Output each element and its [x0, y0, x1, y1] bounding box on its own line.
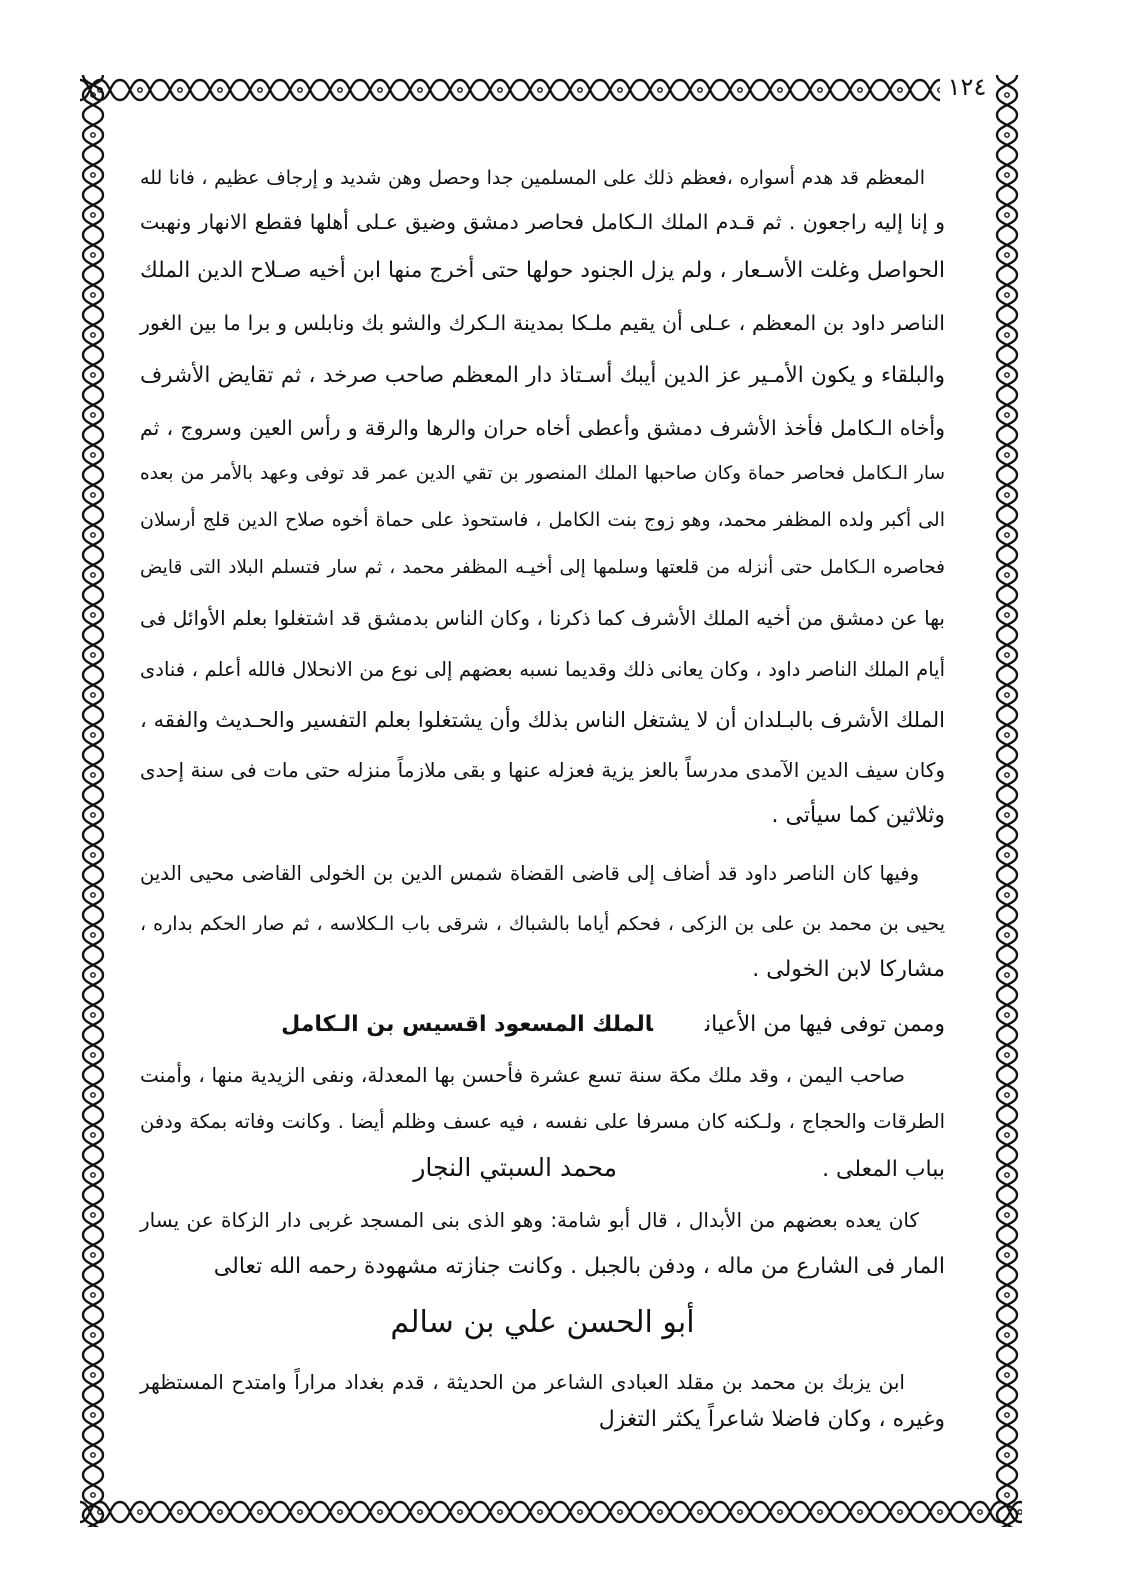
text-line: بها عن دمشق من أخيه الملك الأشرف كما ذكرنا ، وكان الناس بدمشق قد اشتغلوا بعلم الأوائل فى — [140, 606, 945, 630]
page-number: ١٢٤ — [947, 73, 987, 101]
border-right-band — [992, 75, 1022, 1527]
text-line: أيام الملك الناصر داود ، وكان يعانى ذلك وقديما نسبه بعضهم إلى نوع من الانحلال فالله أعلم ، فنادى — [140, 658, 945, 681]
text-line: وغيره ، وكان فاضلا شاعراً يكثر التغزل — [598, 1407, 945, 1432]
text-line: كان يعده بعضهم من الأبدال ، قال أبو شامة: وهو الذى بنى المسجد غربى دار الزكاة عن يسار — [140, 1208, 919, 1232]
entry-name-heading: أبو الحسن علي بن سالم — [390, 1305, 695, 1340]
entry-name-heading: الملك المسعود اقسيس بن الـكامل — [281, 1012, 654, 1037]
text-line: الملك الأشرف بالبـلدان أن لا يشتغل الناس بذلك وأن يشتغلوا بعلم التفسير والحـديث والفقه ، — [140, 708, 945, 732]
text-line: و إنا إليه راجعون . ثم قـدم الملك الـكامل فحاصر دمشق وضيق عـلى أهلها فقطع الانهار ونهبت — [140, 210, 945, 234]
text-line: يحيى بن محمد بن على بن الزكى ، فحكم أياما بالشباك ، شرقى باب الـكلاسه ، ثم صار الحكم بداره ، — [140, 913, 945, 935]
text-line: المعظم قد هدم أسواره ،فعظم ذلك على المسلمين جدا وحصل وهن شديد و إرجاف عظيم ، فانا لله — [140, 167, 925, 189]
text-line: مشاركا لابن الخولى . — [752, 957, 945, 982]
text-line: الناصر داود بن المعظم ، عـلى أن يقيم ملـكا بمدينة الـكرك والشو بك ونابلس و برا ما بين الغور — [140, 311, 945, 335]
text-line: صاحب اليمن ، وقد ملك مكة سنة تسع عشرة فأحسن بها المعدلة، ونفى الزيدية منها ، وأمنت — [140, 1063, 905, 1087]
text-line: المار فى الشارع من ماله ، ودفن بالجبل . وكانت جنازته مشهودة رحمه الله تعالى — [213, 1254, 945, 1279]
entry-name-heading: محمد السبتي النجار — [413, 1153, 618, 1182]
text-line: وثلاثين كما سيأتى . — [771, 803, 945, 828]
obituaries-intro: وممن توفى فيها من الأعيان — [705, 1012, 945, 1037]
text-line: والبلقاء و يكون الأمـير عز الدين أيبك أسـتاذ دار المعظم صاحب صرخد ، ثم تقايض الأشرف — [140, 363, 945, 388]
text-line: ابن يزبك بن محمد بن مقلد العبادى الشاعر من الحديثة ، قدم بغداد مراراً وامتدح المستظهر — [140, 1370, 905, 1394]
border-top-band — [80, 75, 940, 105]
obituaries-intro-line — [140, 1003, 945, 1047]
text-line: الطرقات والحجاج ، ولـكنه كان مسرفا على نفسه ، فيه عسف وظلم أيضا . وكانت وفاته بمكة ودفن — [140, 1110, 945, 1133]
text-line: الى أكبر ولده المظفر محمد، وهو زوج بنت الكامل ، فاستحوذ على حماة أخوه صلاح الدين قلج أرسلان — [140, 509, 945, 531]
border-left-band — [78, 75, 108, 1527]
text-line: سار الـكامل فحاصر حماة وكان صاحبها الملك المنصور بن تقي الدين عمر قد توفى وعهد بالأمر من بعده — [140, 463, 945, 484]
border-bottom-band — [80, 1497, 1022, 1527]
text-line: بباب المعلى . — [822, 1157, 945, 1182]
text-line: وفيها كان الناصر داود قد أضاف إلى قاضى القضاة شمس الدين بن الخولى القاضى محيى الدين — [140, 862, 919, 885]
text-line: وكان سيف الدين الآمدى مدرساً بالعز يزية فعزله عنها و بقى ملازماً منزله حتى مات فى سنة إحدى — [140, 758, 945, 782]
text-line: فحاصره الـكامل حتى أنزله من قلعتها وسلمها إلى أخيـه المظفر محمد ، ثم سار فتسلم البلاد التى قايض — [140, 557, 945, 578]
text-line: الحواصل وغلت الأسـعار ، ولم يزل الجنود حولها حتى أخرج منها ابن أخيه صـلاح الدين الملك — [140, 258, 945, 283]
text-line: وأخاه الـكامل فأخذ الأشرف دمشق وأعطى أخاه حران والرها والرقة و رأس العين وسروج ، ثم — [140, 416, 945, 440]
text-line-with-heading — [140, 1146, 945, 1192]
